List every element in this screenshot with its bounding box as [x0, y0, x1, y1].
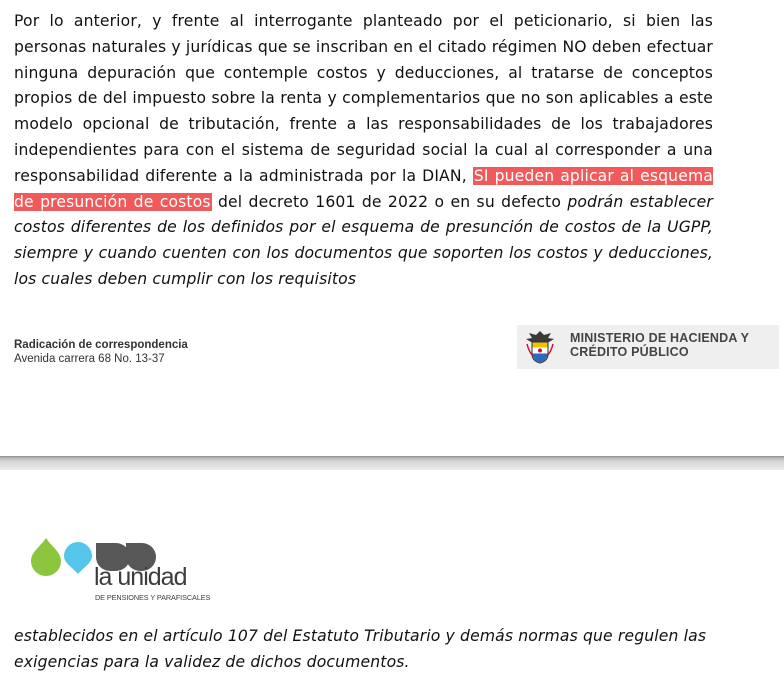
radicacion-address: Avenida carrera 68 No. 13-37 [14, 353, 165, 365]
logo-subtitle: DE PENSIONES Y PARAFISCALES [95, 593, 211, 602]
footer-radicacion [14, 338, 188, 366]
ministry-logo [517, 325, 779, 369]
highlighted-text: SI pueden aplicar al esquema de presunción de costos [14, 166, 713, 211]
la-unidad-logo [30, 538, 220, 610]
page-separator [0, 456, 784, 470]
radicacion-label: Radicación de correspondencia [14, 339, 188, 351]
main-paragraph [14, 9, 713, 293]
colombia-coat-of-arms-icon [525, 330, 555, 364]
document-page-2 [0, 470, 784, 687]
paragraph-after-highlight: del decreto 1601 de 2022 o en su defecto [211, 192, 568, 211]
continuation-paragraph: establecidos en el artículo 107 del Estatuto Tributario y demás normas que regulen las exigencias para la validez de dichos documentos. [14, 627, 707, 671]
logo-name: la unidad [94, 563, 187, 591]
paragraph-intro: Por lo anterior, y frente al interrogante planteado por el peticionario, si bien las personas naturales y jurídicas que se inscriban en el citado régimen NO deben efectuar ninguna depuración que contemple costos y deducciones, al tratarse de conceptos propios de del impuesto sobre la renta y complementarios que no son aplicables a este modelo opcional de tributación, frente a las responsabilidades de los trabajadores independientes para con el sistema de seguridad social la cual al corresponder a una responsabilidad diferente a la administrada por la DIAN, [14, 12, 713, 185]
italic-text: podrán establecer costos diferentes de los definidos por el esquema de presunción de costos de la UGPP, siempre y cuando cuenten con los documentos que soporten los costos y deducciones, los cuales deben cumplir con los requisitos [14, 192, 713, 288]
ministry-name: MINISTERIO DE HACIENDA Y CRÉDITO PÚBLICO [570, 331, 750, 359]
